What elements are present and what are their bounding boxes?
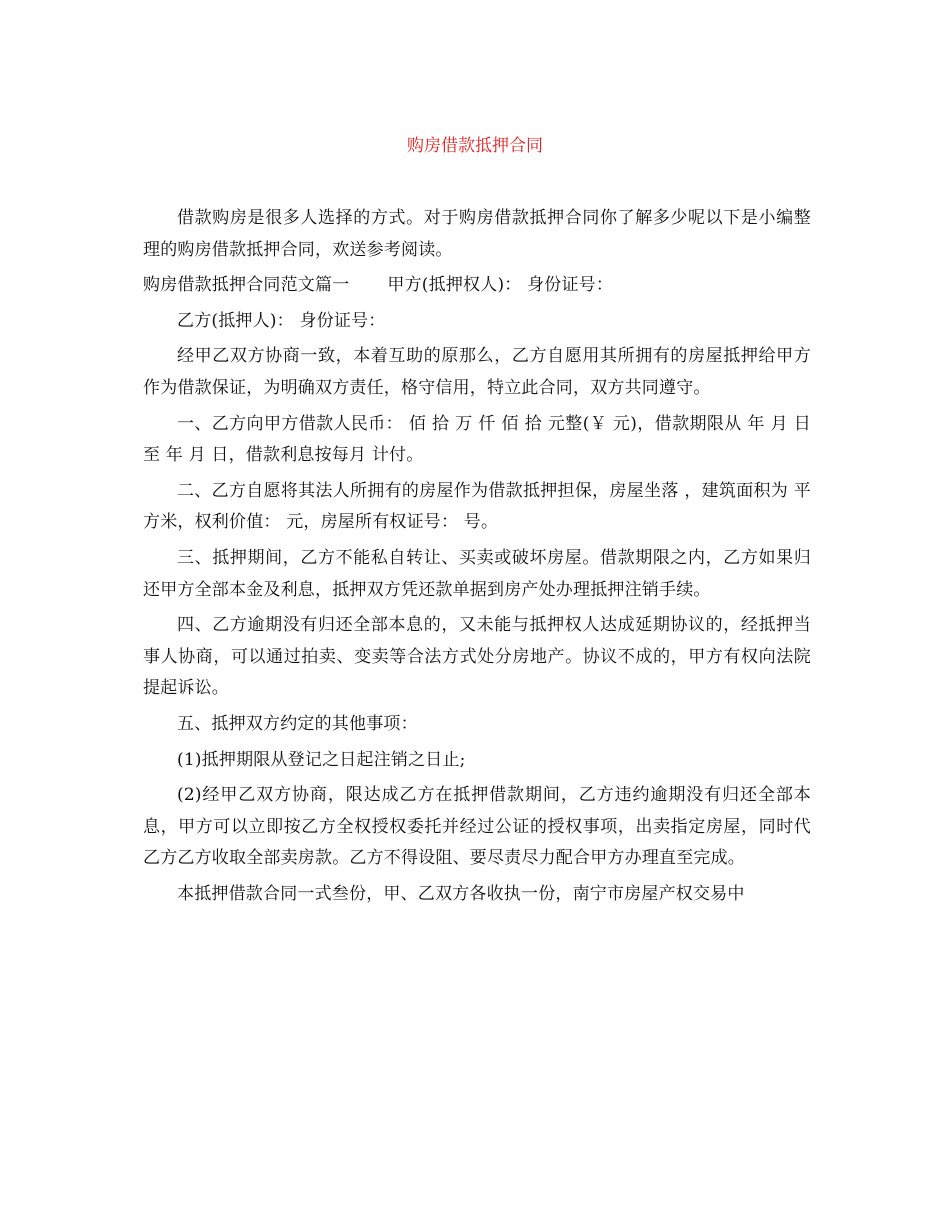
- document-body: [143, 203, 811, 914]
- intro-paragraph: 借款购房是很多人选择的方式。对于购房借款抵押合同你了解多少呢以下是小编整理的购房借款抵押合同，欢送参考阅读。: [143, 208, 811, 260]
- clause-1: 一、乙方向甲方借款人民币： 佰 拾 万 仟 佰 拾 元整(￥ 元)，借款期限从 年 月 日至 年 月 日，借款利息按每月 计付。: [143, 413, 811, 466]
- item-1: (1)抵押期限从登记之日起注销之日止;: [177, 749, 466, 770]
- clause-5: 五、抵押双方约定的其他事项：: [177, 713, 418, 734]
- party-a-line: 甲方(抵押权人)： 身份证号：: [387, 275, 614, 296]
- clause-3: 三、抵押期间，乙方不能私自转让、买卖或破坏房屋。借款期限之内，乙方如果归还甲方全部本金及利息，抵押双方凭还款单据到房产处办理抵押注销手续。: [143, 547, 811, 600]
- party-b-line: 乙方(抵押人)： 身份证号：: [177, 310, 386, 331]
- clause-2: 二、乙方自愿将其法人所拥有的房屋作为借款抵押担保，房屋坐落 ，建筑面积为 平方米，权利价值： 元，房屋所有权证号： 号。: [143, 480, 811, 533]
- closing-paragraph: 本抵押借款合同一式叁份，甲、乙双方各收执一份，南宁市房屋产权交易中: [177, 883, 745, 904]
- item-2: (2)经甲乙双方协商，限达成乙方在抵押借款期间，乙方违约逾期没有归还全部本息，甲方可以立即按乙方全权授权委托并经过公证的授权事项，出卖指定房屋，同时代乙方乙方收取全部卖房款。乙方不得设阻、要尽责尽力配合甲方办理直至完成。: [143, 785, 811, 869]
- clause-4: 四、乙方逾期没有归还全部本息的，又未能与抵押权人达成延期协议的，经抵押当事人协商，可以通过拍卖、变卖等合法方式处分房地产。协议不成的，甲方有权向法院提起诉讼。: [143, 615, 811, 699]
- document-title: 购房借款抵押合同: [407, 136, 543, 156]
- section-heading-line: [143, 270, 811, 302]
- section-heading: 购房借款抵押合同范文篇一: [143, 275, 350, 296]
- preamble-paragraph: 经甲乙双方协商一致，本着互助的原那么，乙方自愿用其所拥有的房屋抵押给甲方作为借款保证，为明确双方责任，格守信用，特立此合同，双方共同遵守。: [143, 346, 811, 398]
